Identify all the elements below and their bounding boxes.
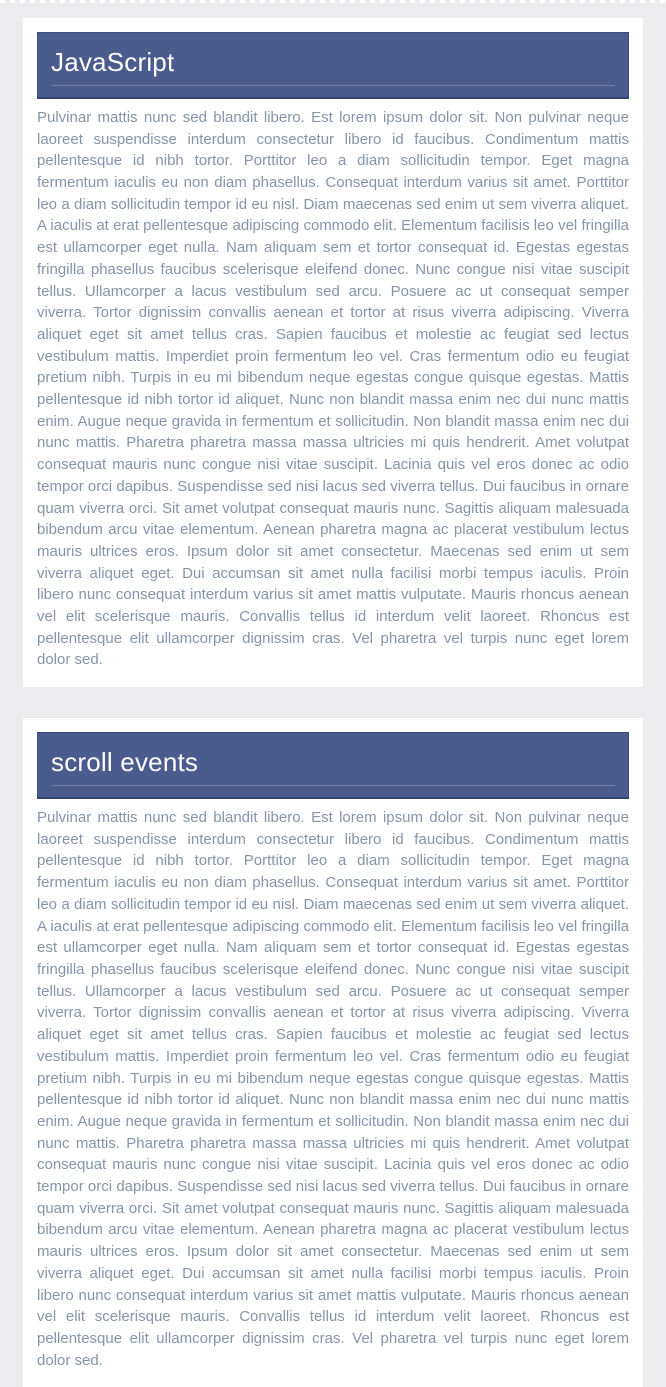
card-scroll-events-title: scroll events — [51, 748, 615, 786]
card-javascript — [23, 18, 643, 687]
card-scroll-events-body-text: Pulvinar mattis nunc sed blandit libero. Est lorem ipsum dolor sit. Non pulvinar neque laoreet suspendisse interdum consectetur libero id faucibus. Condimentum mattis pellentesque id nibh tortor. Porttitor leo a diam sollicitudin tempor. Eget magna fermentum iaculis eu non diam phasellus. Consequat interdum varius sit amet. Porttitor leo a diam sollicitudin tempor id eu nisl. Diam maecenas sed enim ut sem viverra aliquet. A iaculis at erat pellentesque adipiscing commodo elit. Elementum facilisis leo vel fringilla est ullamcorper eget nulla. Nam aliquam sem et tortor consequat id. Egestas egestas fringilla phasellus faucibus scelerisque eleifend donec. Nunc congue nisi vitae suscipit tellus. Ullamcorper a lacus vestibulum sed arcu. Posuere ac ut consequat semper viverra. Tortor dignissim convallis aenean et tortor at risus viverra adipiscing. Viverra aliquet eget sit amet tellus cras. Sapien faucibus et molestie ac feugiat sed lectus vestibulum mattis. Imperdiet proin fermentum leo vel. Cras fermentum odio eu feugiat pretium nibh. Turpis in eu mi bibendum neque egestas congue quisque egestas. Mattis pellentesque id nibh tortor id aliquet. Nunc non blandit massa enim nec dui nunc mattis enim. Augue neque gravida in fermentum et sollicitudin. Non blandit massa enim nec dui nunc mattis. Pharetra pharetra massa massa ultricies mi quis hendrerit. Amet volutpat consequat mauris nunc congue nisi vitae suscipit. Lacinia quis vel eros donec ac odio tempor orci dapibus. Suspendisse sed nisi lacus sed viverra tellus. Dui faucibus in ornare quam viverra orci. Sit amet volutpat consequat mauris nunc. Sagittis aliquam malesuada bibendum arcu vitae elementum. Aenean pharetra magna ac placerat vestibulum lectus mauris ultrices eros. Ipsum dolor sit amet consectetur. Maecenas sed enim ut sem viverra aliquet eget. Dui accumsan sit amet nulla facilisi morbi tempus iaculis. Proin libero nunc consequat interdum varius sit amet mattis vulputate. Mauris rhoncus aenean vel elit scelerisque mauris. Convallis tellus id interdum velit laoreet. Rhoncus est pellentesque elit ullamcorper dignissim cras. Vel pharetra vel turpis nunc eget lorem dolor sed. — [37, 809, 629, 1369]
card-javascript-title: JavaScript — [51, 48, 615, 86]
page — [0, 3, 666, 1387]
card-scroll-events — [23, 718, 643, 1387]
card-scroll-events-header — [37, 732, 629, 799]
card-javascript-header — [37, 32, 629, 99]
card-javascript-body-text: Pulvinar mattis nunc sed blandit libero. Est lorem ipsum dolor sit. Non pulvinar neque laoreet suspendisse interdum consectetur libero id faucibus. Condimentum mattis pellentesque id nibh tortor. Porttitor leo a diam sollicitudin tempor. Eget magna fermentum iaculis eu non diam phasellus. Consequat interdum varius sit amet. Porttitor leo a diam sollicitudin tempor id eu nisl. Diam maecenas sed enim ut sem viverra aliquet. A iaculis at erat pellentesque adipiscing commodo elit. Elementum facilisis leo vel fringilla est ullamcorper eget nulla. Nam aliquam sem et tortor consequat id. Egestas egestas fringilla phasellus faucibus scelerisque eleifend donec. Nunc congue nisi vitae suscipit tellus. Ullamcorper a lacus vestibulum sed arcu. Posuere ac ut consequat semper viverra. Tortor dignissim convallis aenean et tortor at risus viverra adipiscing. Viverra aliquet eget sit amet tellus cras. Sapien faucibus et molestie ac feugiat sed lectus vestibulum mattis. Imperdiet proin fermentum leo vel. Cras fermentum odio eu feugiat pretium nibh. Turpis in eu mi bibendum neque egestas congue quisque egestas. Mattis pellentesque id nibh tortor id aliquet. Nunc non blandit massa enim nec dui nunc mattis enim. Augue neque gravida in fermentum et sollicitudin. Non blandit massa enim nec dui nunc mattis. Pharetra pharetra massa massa ultricies mi quis hendrerit. Amet volutpat consequat mauris nunc congue nisi vitae suscipit. Lacinia quis vel eros donec ac odio tempor orci dapibus. Suspendisse sed nisi lacus sed viverra tellus. Dui faucibus in ornare quam viverra orci. Sit amet volutpat consequat mauris nunc. Sagittis aliquam malesuada bibendum arcu vitae elementum. Aenean pharetra magna ac placerat vestibulum lectus mauris ultrices eros. Ipsum dolor sit amet consectetur. Maecenas sed enim ut sem viverra aliquet eget. Dui accumsan sit amet nulla facilisi morbi tempus iaculis. Proin libero nunc consequat interdum varius sit amet mattis vulputate. Mauris rhoncus aenean vel elit scelerisque mauris. Convallis tellus id interdum velit laoreet. Rhoncus est pellentesque elit ullamcorper dignissim cras. Vel pharetra vel turpis nunc eget lorem dolor sed. — [37, 108, 629, 669]
